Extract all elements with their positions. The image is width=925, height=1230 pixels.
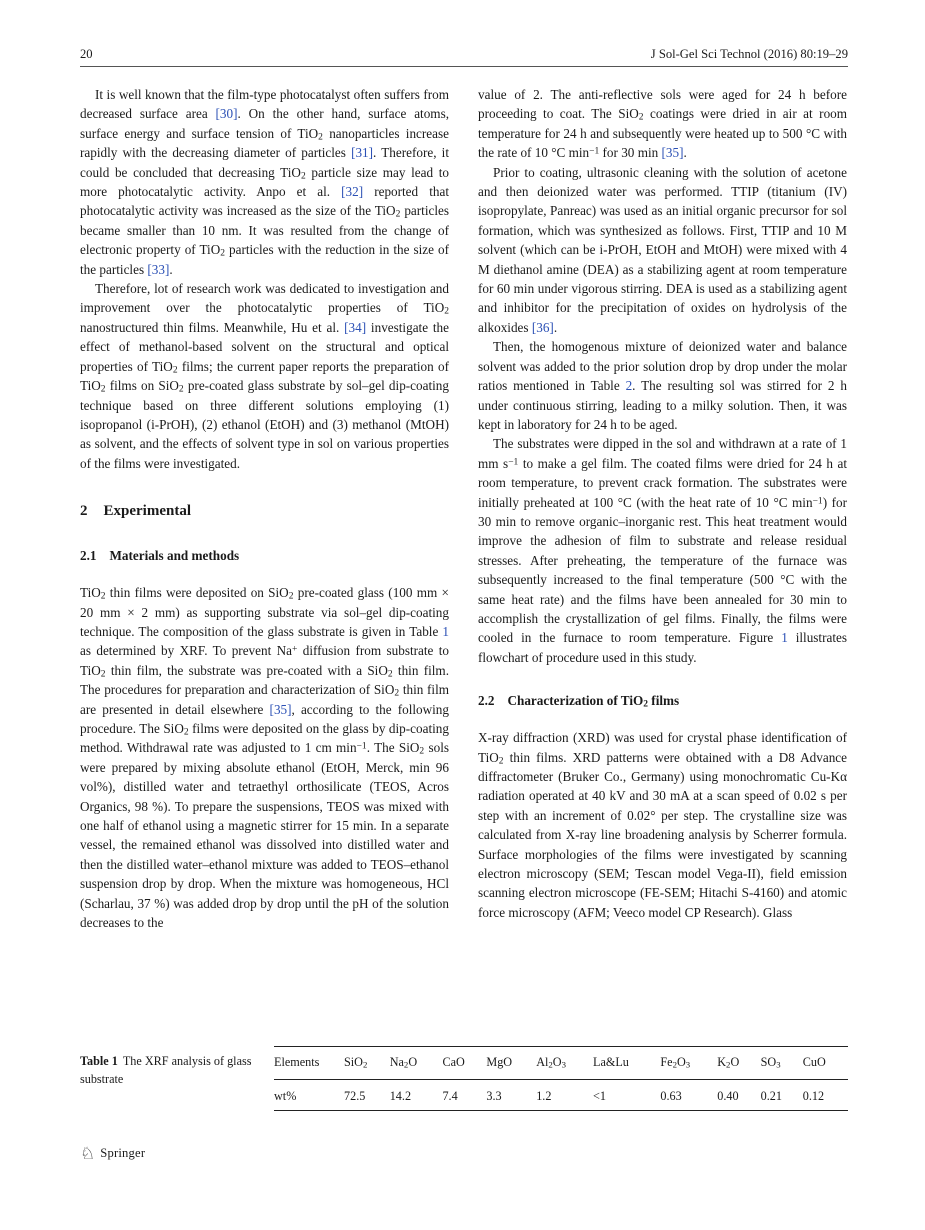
table1-data-row bbox=[274, 1080, 848, 1111]
paragraph-ttip-precursor: Prior to coating, ultrasonic cleaning with the solution of acetone and then deionized water was performed. TTIP (titanium (IV) isopropylate, Panreac) was used as an initial organic precursor for sol formation, which was synthesized as follows. First, TTIP and 10 M solvent (which can be i-PrOH, EtOH and MtOH) were mixed with 4 M diethanol amine (DEA) as a stabilizing agent at room temperature for 60 min under vigorous stirring. DEA is used as a stabilizing agent and inhibitor for the precipitation of oxides on hydrolysis of the alkoxides [36]. bbox=[478, 164, 847, 335]
paragraph-materials-methods: TiO$_2$ thin films were deposited on SiO$_2$ pre-coated glass (100 mm × 20 mm × 2 mm) as supporting substrate via sol–gel dip-coating technique. The composition of the glass substrate is given in Table 1 as determined by XRF. To prevent Na+ diffusion from substrate to TiO$_2$ thin film, the substrate was pre-coated with a SiO$_2$ thin film. The procedures for preparation and characterization of SiO$_2$ thin film are presented in detail elsewhere [35], according to the following procedure. The SiO$_2$ films were deposited on the glass by dip-coating method. Withdrawal rate was adjusted to 1 cm $\min^{-1}$. The SiO$_2$ sols were prepared by mixing absolute ethanol (EtOH, Merck, min 96 vol%), distilled water and tetraethyl orthosilicate (TEOS, Acros Organics, 98 %). To prepare the suspensions, TEOS was mixed with one half of ethanol using a magnetic stirrer for 15 min. In a separate vessel, the remained ethanol was dissolved into distilled water and then the distilled water–ethanol mixture was added to TEOS–ethanol suspension drop by drop. When the mixture was homogeneous, HCl (Scharlau, 37 %) was added drop by drop until the pH of the solution decreases to the bbox=[80, 585, 450, 931]
publisher-name: Springer bbox=[100, 1146, 146, 1160]
journal-title: J Sol-Gel Sci Technol (2016) 80:19–29 bbox=[650, 47, 848, 61]
citation-link[interactable]: [30] bbox=[215, 106, 238, 122]
table1-header-cell: $K_2O$ bbox=[717, 1055, 740, 1070]
paragraph-sol-aging: value of 2. The anti-reflective sols were aged for 24 h before proceeding to coat. The SiO$_2$ coatings were dried in air at room temperature for 24 h and subsequently were heated up to 500 °C with the rate of 10 °C $\min^{-1}$ for 30 min [35]. bbox=[478, 87, 848, 161]
subsection-number: 2.2 bbox=[478, 693, 495, 709]
paragraph-sol-mixture: Then, the homogenous mixture of deionized water and balance solvent was added to the prior solution drop by drop under the molar ratios mentioned in Table 2. The resulting sol was stirred for 2 h under continuous stirring, leading to a milky solution. Then, it was kept in laboratory for 24 h to be aged. bbox=[478, 339, 847, 432]
citation-link[interactable]: [36] bbox=[531, 319, 554, 335]
table1-header-cell: CuO bbox=[802, 1055, 826, 1069]
table1-cell: 0.63 bbox=[660, 1089, 682, 1103]
table1-cell: 1.2 bbox=[536, 1089, 552, 1103]
table1-caption bbox=[80, 1046, 260, 1088]
page-number: 20 bbox=[80, 47, 93, 61]
table1-header-cell: MgO bbox=[486, 1055, 513, 1069]
table1-cell: 0.12 bbox=[802, 1089, 825, 1103]
citation-link[interactable]: [34] bbox=[344, 319, 367, 335]
paragraph-photocatalyst-intro: It is well known that the film-type photocatalyst often suffers from decreased surface area [30]. On the other hand, surface atoms, surface energy and surface tension of TiO$_2$ nanoparticles increase rapidly with the decreasing diameter of particles [31]. Therefore, it could be concluded that decreasing TiO$_2$ particle size may lead to more photocatalytic activity. Anpo et al. [32] reported that photocatalytic activity was increased as the size of the TiO$_2$ particles became smaller than 10 nm. It was resulted from the change of electronic property of TiO$_2$ particles with the reduction in the size of the particles [33]. bbox=[80, 87, 450, 277]
section-number: 2 bbox=[80, 503, 88, 520]
right-column bbox=[478, 85, 847, 932]
subsection-title: Materials and methods bbox=[109, 548, 240, 564]
table1-block bbox=[80, 1046, 848, 1111]
subsection-title: Characterization of TiO$_2$ films bbox=[507, 693, 680, 710]
table1-cell: 0.21 bbox=[760, 1089, 782, 1103]
table1-caption-text: The XRF analysis of glass substrate bbox=[80, 1054, 252, 1086]
paragraph-dip-coating-heat: The substrates were dipped in the sol and withdrawn at a rate of 1 mm $s^{-1}$ to make a gel film. The coated films were dried for 24 h at room temperature, to prevent crack formation. The substrates were initially preheated at 100 °C (with the heat rate of 10 °C $\min^{-1}$) for 30 min to remove organic–inorganic rest. This heat treatment would improve the adhesion of film to substrate and release residual stresses. After preheating, the temperature of the furnace was subsequently increased to the final temperature (500 °C with the same heat rate) and the films have been annealed for 30 min to accomplish the crystallization of gel films. Finally, the films were cooled in the furnace to room temperature. Figure 1 illustrates flowchart of procedure used in this study. bbox=[478, 436, 847, 665]
table1-header-cell: CaO bbox=[442, 1055, 465, 1069]
table1-cell: <1 bbox=[593, 1089, 606, 1103]
paragraph-research-motivation: Therefore, lot of research work was dedicated to investigation and improvement over the photocatalytic properties of TiO$_2$ nanostructured thin films. Meanwhile, Hu et al. [34] investigate the effect of methanol-based solvent on the structural and optical properties of TiO$_2$ films; the current paper reports the preparation of TiO$_2$ films on SiO$_2$ pre-coated glass substrate by sol–gel dip-coating technique based on three different solutions employing (1) isopropanol (i-PrOH), (2) ethanol (EtOH) and (3) methanol (MtOH) as solvent, and the effects of solvent type in sol on various properties of the films were investigated. bbox=[80, 281, 449, 471]
header-rule bbox=[80, 66, 848, 67]
table1-header-cell: $Fe_2O_3$ bbox=[660, 1055, 691, 1070]
table1-header-cell: $Al_2O_3$ bbox=[536, 1055, 566, 1070]
table1-cell: 3.3 bbox=[486, 1089, 502, 1103]
table1-cell: 0.40 bbox=[717, 1089, 739, 1103]
citation-link[interactable]: 2 bbox=[625, 378, 633, 394]
page-footer bbox=[80, 1145, 145, 1162]
citation-link[interactable]: [31] bbox=[351, 145, 374, 161]
body-columns bbox=[80, 85, 848, 932]
table1-header-cell: Elements bbox=[274, 1055, 320, 1069]
left-column bbox=[80, 85, 449, 932]
subsection-number: 2.1 bbox=[80, 548, 97, 564]
citation-link[interactable]: [35] bbox=[269, 701, 292, 717]
table1-cell: 14.2 bbox=[389, 1089, 412, 1103]
table1-header-cell: La&Lu bbox=[593, 1055, 629, 1069]
table1 bbox=[274, 1046, 848, 1111]
citation-link[interactable]: [33] bbox=[147, 261, 170, 277]
section-heading-experimental bbox=[80, 503, 449, 520]
table1-header-cell: SiO$_2$ bbox=[344, 1055, 368, 1070]
section-title: Experimental bbox=[103, 503, 191, 520]
table1-cell: 72.5 bbox=[344, 1089, 366, 1103]
paragraph-characterization-xrd: X-ray diffraction (XRD) was used for crystal phase identification of TiO$_2$ thin films. XRD patterns were obtained with a D8 Advance diffractometer (Bruker Co., Germany) using monochromatic Cu-Kα radiation operated at 40 kV and 30 mA at a scan speed of 0.02 s per step with an increment of 0.02° per step. The crystalline size was calculated from X-ray line broadening analysis by Scherrer formula. Surface morphologies of the films were investigated by scanning electron microscopy (SEM; Tescan model Vega-II), field emission scanning electron microscope (FE-SEM; Hitachi S-4160) and atomic force microscopy (AFM; Veeco model CP Research). Glass bbox=[478, 730, 847, 920]
table1-caption-label: Table 1 bbox=[80, 1054, 118, 1068]
table1-cell: wt% bbox=[274, 1089, 297, 1103]
table1-header-cell: $SO_3$ bbox=[760, 1055, 781, 1070]
subsection-heading-materials bbox=[80, 548, 449, 563]
subsection-heading-characterization bbox=[478, 693, 847, 708]
citation-link[interactable]: 1 bbox=[442, 623, 449, 639]
citation-link[interactable]: 1 bbox=[781, 630, 788, 646]
table1-header-cell: $Na_2O$ bbox=[389, 1055, 418, 1070]
springer-horse-icon: ♘ bbox=[80, 1144, 96, 1163]
page-header bbox=[80, 47, 848, 62]
citation-link[interactable]: [32] bbox=[341, 184, 364, 200]
citation-link[interactable]: [35] bbox=[661, 145, 684, 161]
table1-cell: 7.4 bbox=[442, 1089, 458, 1103]
table1-header-row bbox=[274, 1047, 848, 1080]
